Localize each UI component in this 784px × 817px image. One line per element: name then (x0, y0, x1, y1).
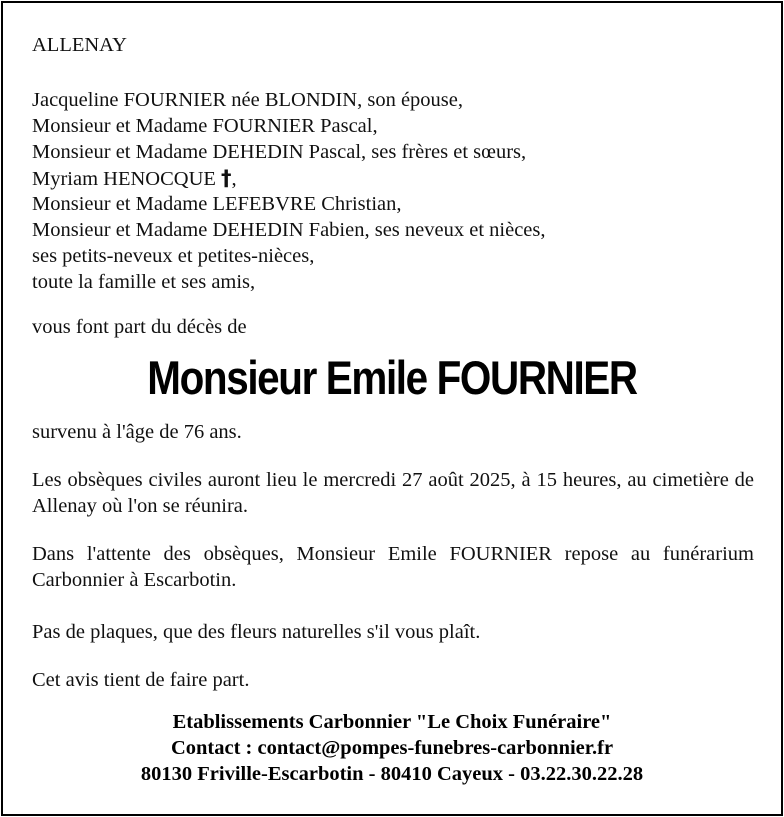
intro-text: vous font part du décès de (32, 316, 247, 338)
family-line-4-name: Myriam HENOCQUE (32, 168, 216, 190)
deceased-name: Monsieur Emile FOURNIER (147, 351, 637, 404)
family-line-7: ses petits-neveux et petites-nièces, (32, 245, 315, 267)
funeral-paragraph: Les obsèques civiles auront lieu le mercredi 27 août 2025, à 15 heures, au cimetière de Allenay où l'on se réunira. (32, 469, 754, 517)
family-line-6: Monsieur et Madame DEHEDIN Fabien, ses neveux et nièces, (32, 219, 546, 241)
family-line-2: Monsieur et Madame FOURNIER Pascal, (32, 115, 378, 137)
family-line-4: Myriam HENOCQUE †, (32, 166, 237, 190)
address-line: 80130 Friville-Escarbotin - 80410 Cayeux - 03.22.30.22.28 (140, 763, 644, 785)
company-name: Etablissements Carbonnier "Le Choix Funéraire" (172, 711, 612, 733)
family-line-5: Monsieur et Madame LEFEBVRE Christian, (32, 193, 402, 215)
rest-paragraph: Dans l'attente des obsèques, Monsieur Emile FOURNIER repose au funérarium Carbonnier à Escarbotin. (32, 543, 754, 591)
family-line-3: Monsieur et Madame DEHEDIN Pascal, ses frères et sœurs, (32, 141, 527, 163)
family-line-8: toute la famille et ses amis, (32, 271, 256, 293)
place-heading: ALLENAY (32, 34, 127, 56)
flowers-text: Pas de plaques, que des fleurs naturelles s'il vous plaît. (32, 621, 481, 643)
cross-icon: † (221, 166, 232, 190)
age-text: survenu à l'âge de 76 ans. (32, 421, 242, 443)
closing-text: Cet avis tient de faire part. (32, 669, 250, 691)
family-line-1: Jacqueline FOURNIER née BLONDIN, son épouse, (32, 89, 463, 111)
contact-line: Contact : contact@pompes-funebres-carbonnier.fr (170, 737, 614, 759)
